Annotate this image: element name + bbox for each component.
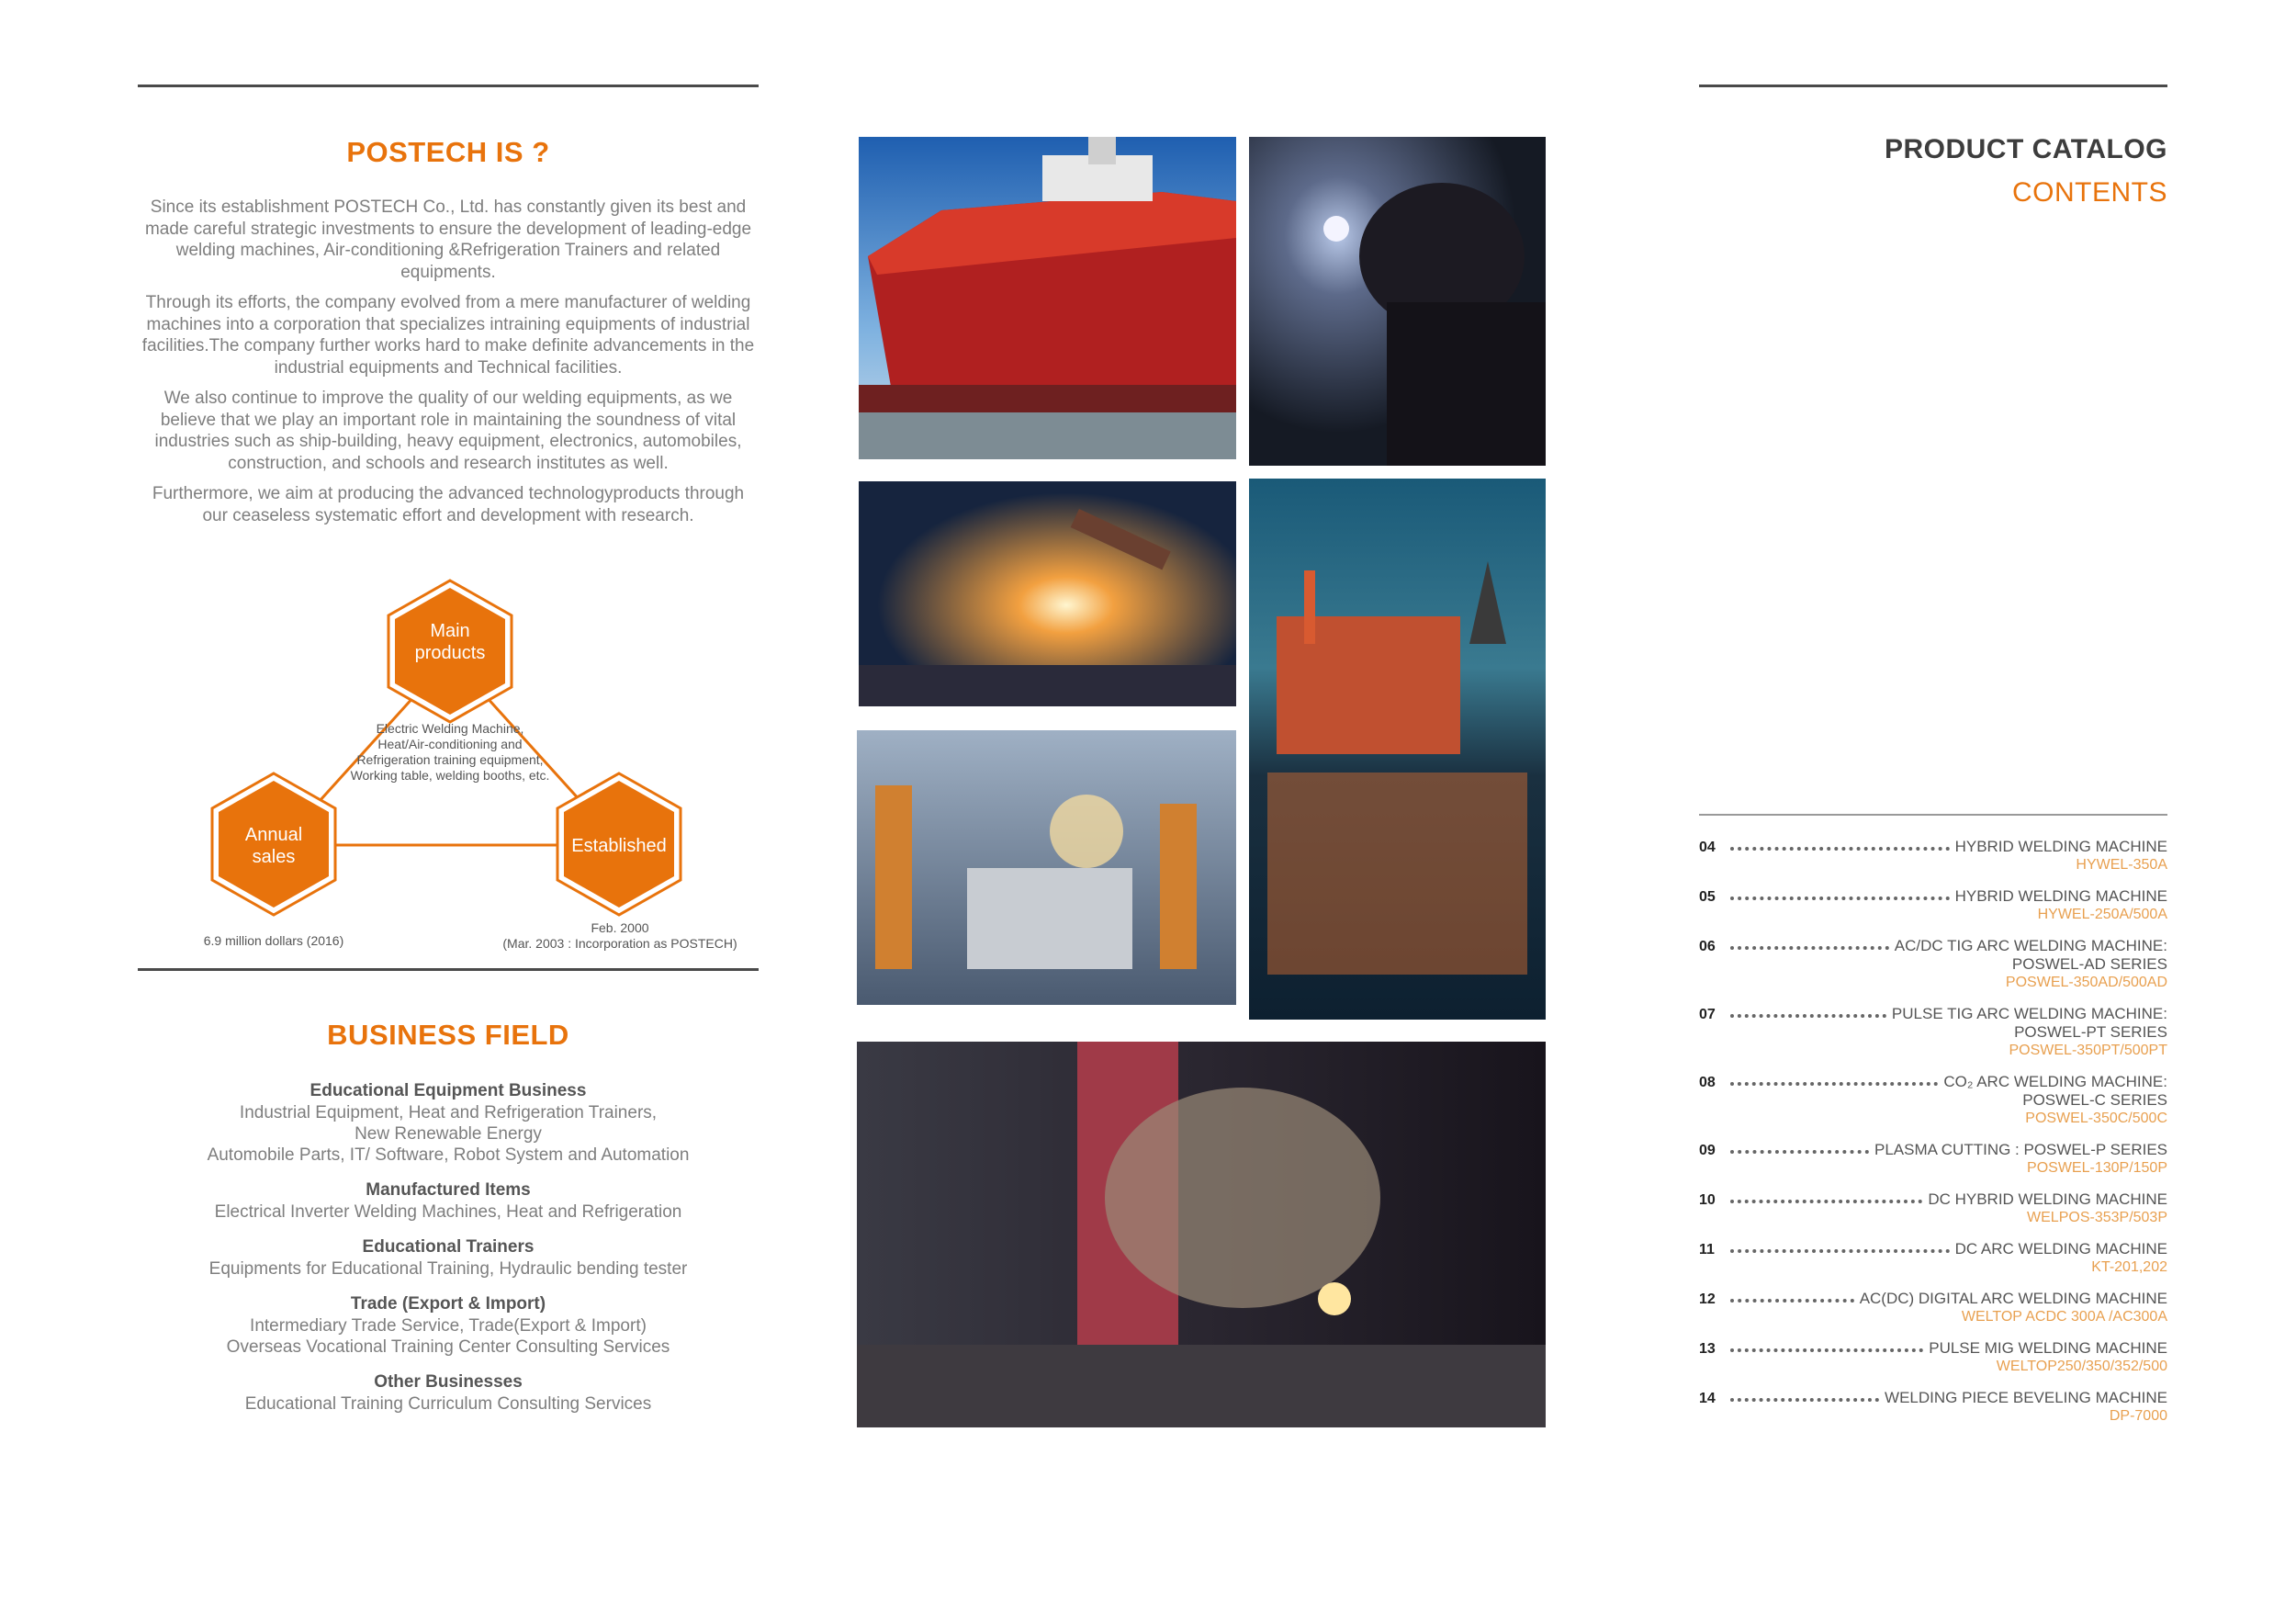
toc-item[interactable]: 13 PULSE MIG WELDING MACHINE WELTOP250/350/352/500 [1699, 1339, 2167, 1374]
business-group: Educational Equipment Business Industrial Equipment, Heat and Refrigeration Trainers, New Renewable Energy Automobile Parts, IT/ Software, Robot System and Automation [207, 1081, 690, 1165]
toc-item[interactable]: 12 AC(DC) DIGITAL ARC WELDING MACHINE WELTOP ACDC 300A /AC300A [1699, 1290, 2167, 1325]
company-diagram [138, 579, 759, 964]
toc-item[interactable]: 11 DC ARC WELDING MACHINE KT-201,202 [1699, 1240, 2167, 1275]
toc-item[interactable]: 05 HYBRID WELDING MACHINE HYWEL-250A/500A [1699, 887, 2167, 922]
top-rule-right [1699, 85, 2167, 87]
about-paragraph: Through its efforts, the company evolved from a mere manufacturer of welding machines into a corporation that specializes intraining equipments of industrial facilities.The company further works hard to make definite advancements in the industrial equipments and Technical facilities. [141, 293, 755, 378]
toc-item[interactable]: 06 AC/DC TIG ARC WELDING MACHINE: POSWEL-AD SERIES POSWEL-350AD/500AD [1699, 937, 2167, 990]
catalog-title: PRODUCT CATALOG [1884, 134, 2167, 164]
toc-item[interactable]: 10 DC HYBRID WELDING MACHINE WELPOS-353P/503P [1699, 1190, 2167, 1225]
toc-item[interactable]: 08 CO₂ ARC WELDING MACHINE: POSWEL-C SERIES POSWEL-350C/500C [1699, 1073, 2167, 1126]
toc-item[interactable]: 04 HYBRID WELDING MACHINE HYWEL-350A [1699, 838, 2167, 873]
business-group: Manufactured Items Electrical Inverter Welding Machines, Heat and Refrigeration [214, 1180, 682, 1222]
business-field-title: BUSINESS FIELD [327, 1019, 569, 1051]
established-caption: Feb. 2000 (Mar. 2003 : Incorporation as POSTECH) [502, 920, 737, 951]
about-paragraph: Since its establishment POSTECH Co., Ltd. has constantly given its best and made careful strategic investments to ensure the development of leading-edge welding machines, Air-conditioning &Refrigeration Trainers and related equipments. [144, 197, 752, 282]
toc-rule [1699, 814, 2167, 816]
toc-item[interactable]: 14 WELDING PIECE BEVELING MACHINE DP-7000 [1699, 1389, 2167, 1424]
welder-photo [1249, 137, 1546, 466]
annual-sales-label: Annual sales [244, 825, 303, 867]
cutting-sparks-photo [859, 481, 1236, 706]
established-label: Established [571, 836, 667, 856]
business-group: Trade (Export & Import) Intermediary Trade Service, Trade(Export & Import) Overseas Vocational Training Center Consulting Services [226, 1294, 670, 1357]
robot-factory-photo [857, 730, 1236, 1005]
oil-rig-photo [1249, 479, 1546, 1020]
top-rule-left [138, 85, 759, 87]
about-paragraph: Furthermore, we aim at producing the advanced technologyproducts through our ceaseless systematic effort and development with research. [152, 484, 745, 525]
ship-photo [859, 137, 1236, 459]
propeller-welder-photo [857, 1042, 1546, 1427]
business-group: Educational Trainers Equipments for Educational Training, Hydraulic bending tester [208, 1237, 688, 1279]
about-text [138, 197, 759, 536]
toc-item[interactable]: 09 PLASMA CUTTING : POSWEL-P SERIES POSWEL-130P/150P [1699, 1141, 2167, 1176]
main-products-description: Electric Welding Machine, Heat/Air-conditioning and Refrigeration training equipment, Working table, welding booths, etc. [350, 721, 550, 783]
toc-item[interactable]: 07 PULSE TIG ARC WELDING MACHINE: POSWEL-PT SERIES POSWEL-350PT/500PT [1699, 1005, 2167, 1058]
mid-rule-left [138, 968, 759, 971]
business-field-list [138, 1080, 759, 1428]
annual-sales-caption: 6.9 million dollars (2016) [203, 933, 344, 948]
catalog-subtitle: CONTENTS [2012, 177, 2167, 208]
main-products-label: Main products [414, 621, 486, 663]
business-group: Other Businesses Educational Training Curriculum Consulting Services [244, 1372, 652, 1414]
about-title: POSTECH IS ? [346, 136, 550, 168]
about-paragraph: We also continue to improve the quality of our welding equipments, as we believe that we play an important role in maintaining the soundness of vital industries such as ship-building, heavy equipment, electronics, automobiles, construction, and schools and research institutes as well. [154, 389, 742, 473]
